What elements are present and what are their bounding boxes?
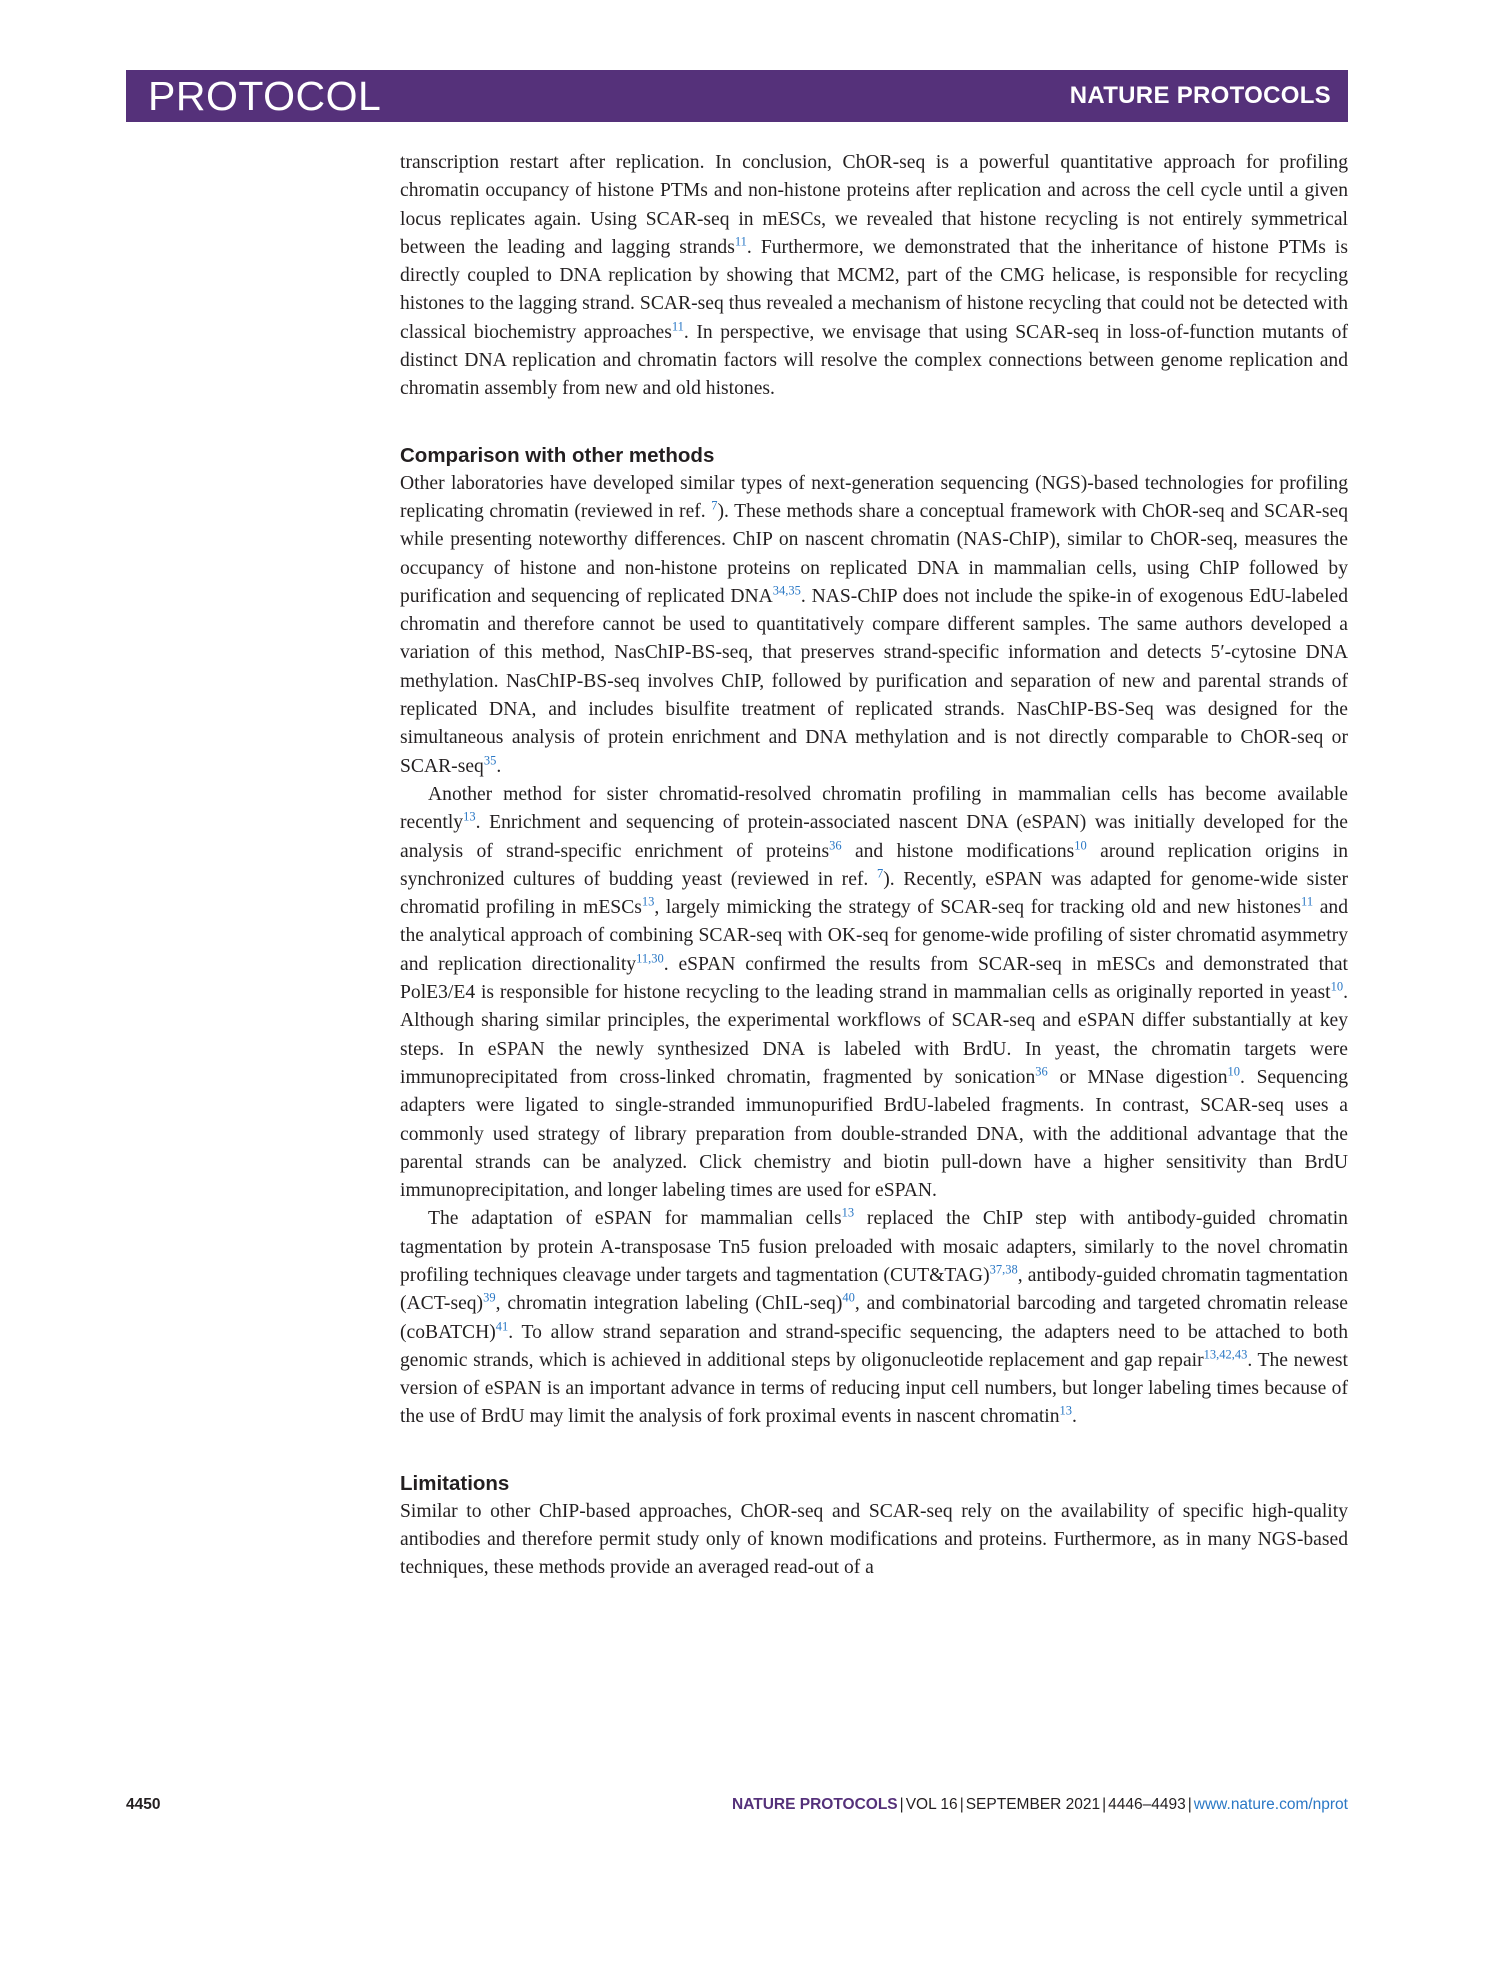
reference-citation[interactable]: 37,38 — [989, 1262, 1018, 1277]
text-run: . Enrichment and sequencing of protein-associated nascent DNA (eSPAN) was initially developed for the analysis of strand-specific enrichment of proteins — [400, 812, 1348, 862]
reference-citation[interactable]: 11 — [734, 234, 747, 249]
reference-citation[interactable]: 7 — [877, 866, 884, 881]
text-run: , antibody-guided chromatin tagmentation (ACT-seq) — [400, 1264, 1348, 1315]
text-run: . NAS-ChIP does not include the spike-in of exogenous EdU-labeled chromatin and therefore cannot be used to quantitatively compare different samples. The same authors developed a variation of this method, NasChIP-BS-seq, that preserves strand-specific information and detects 5′-cytosine DNA methylation. NasChIP-BS-seq involves ChIP, followed by purification and separation of new and parental strands of replicated DNA, and includes bisulfite treatment of replicated strands. NasChIP-BS-Seq was designed for the simultaneous analysis of protein enrichment and DNA methylation and is not directly comparable to ChOR-seq or SCAR-seq — [400, 585, 1349, 777]
section-heading-limitations: Limitations — [400, 1471, 510, 1495]
reference-citation[interactable]: 13 — [463, 809, 476, 824]
text-run: . Furthermore, we demonstrated that the inheritance of histone PTMs is directly coupled to DNA replication by showing that MCM2, part of the CMG helicase, is responsible for recycling histones to the lagging strand. SCAR-seq thus revealed a mechanism of histone recycling that could not be detected with classical biochemistry approaches — [400, 236, 1348, 343]
reference-citation[interactable]: 7 — [711, 498, 718, 513]
reference-citation[interactable]: 36 — [829, 838, 842, 852]
footer-volume: VOL 16 — [905, 1796, 958, 1813]
text-run: transcription restart after replication. In conclusion, ChOR-seq is a powerful quantitative approach for profiling chromatin occupancy of histone PTMs and non-histone proteins after replication and across the cell cycle until a given locus replicates again. Using SCAR-seq in mESCs, we revealed that histone recycling is not entirely symmetrical between the leading and lagging strands — [400, 152, 1348, 258]
text-run: . — [1072, 1406, 1077, 1428]
reference-citation[interactable]: 40 — [842, 1290, 855, 1305]
text-run: . Sequencing adapters were ligated to single-stranded immunopurified BrdU-labeled fragments. In contrast, SCAR-seq uses a commonly used strategy of library preparation from double-stranded DNA, with the additional advantage that the parental strands can be analyzed. Click chemistry and biotin pull-down have a higher sensitivity than BrdU immunoprecipitation, and longer labeling times are used for eSPAN. — [400, 1066, 1348, 1202]
reference-citation[interactable]: 39 — [483, 1290, 496, 1305]
text-run: Another method for sister chromatid-resolved chromatin profiling in mammalian cells has become available recently — [400, 783, 1348, 834]
journal-url-link[interactable]: www.nature.com/nprot — [1193, 1796, 1348, 1813]
reference-citation[interactable]: 34,35 — [772, 583, 801, 598]
text-run: . Although sharing similar principles, the experimental workflows of SCAR-seq and eSPAN differ substantially at key steps. In eSPAN the newly synthesized DNA is labeled with BrdU. In yeast, the chromatin targets were immunoprecipitated from cross-linked chromatin, fragmented by sonication — [400, 982, 1348, 1088]
article-body — [400, 149, 1348, 1583]
body-paragraph-comparison-2 — [400, 781, 1348, 1205]
section-heading-comparison: Comparison with other methods — [400, 443, 715, 467]
text-run: . To allow strand separation and strand-specific sequencing, the adapters need to be attached to both genomic strands, which is achieved in additional steps by oligonucleotide replacement and gap repair — [400, 1321, 1348, 1371]
reference-citation[interactable]: 10 — [1330, 979, 1344, 994]
footer-date: SEPTEMBER 2021 — [965, 1796, 1101, 1813]
text-run: replaced the ChIP step with antibody-guided chromatin tagmentation by protein A-transposase Tn5 fusion preloaded with mosaic adapters, similarly to the novel chromatin profiling techniques cleavage under targets and tagmentation (CUT&TAG) — [400, 1208, 1348, 1286]
reference-citation[interactable]: 13 — [1059, 1403, 1072, 1418]
reference-citation[interactable]: 36 — [1035, 1064, 1048, 1079]
footer-citation — [732, 1794, 1348, 1816]
footer-separator: | — [1187, 1796, 1192, 1813]
section-label: PROTOCOL — [148, 73, 382, 119]
footer-separator: | — [1102, 1796, 1107, 1813]
text-run: . eSPAN confirmed the results from SCAR-seq in mESCs and demonstrated that PolE3/E4 is responsible for histone recycling to the leading strand in mammalian cells as originally reported in yeast — [400, 953, 1348, 1004]
page-footer — [126, 1794, 1348, 1816]
footer-pages: 4446–4493 — [1108, 1796, 1186, 1813]
body-paragraph-comparison-1 — [400, 470, 1348, 781]
footer-separator: | — [899, 1796, 904, 1813]
text-run: , and combinatorial barcoding and targeted chromatin release (coBATCH) — [400, 1293, 1348, 1343]
reference-citation[interactable]: 11,30 — [636, 951, 664, 966]
journal-name: NATURE PROTOCOLS — [1069, 82, 1331, 109]
reference-citation[interactable]: 13 — [641, 894, 655, 909]
reference-citation[interactable]: 13,42,43 — [1203, 1347, 1248, 1362]
text-run: or MNase digestion — [1047, 1066, 1228, 1088]
text-run: . The newest version of eSPAN is an important advance in terms of reducing input cell numbers, but longer labeling times because of the use of BrdU may limit the analysis of fork proximal events in nascent chromatin — [400, 1349, 1349, 1428]
body-paragraph-limitations-1 — [400, 1498, 1348, 1583]
text-run: ). These methods share a conceptual framework with ChOR-seq and SCAR-seq while presenting noteworthy differences. ChIP on nascent chromatin (NAS-ChIP), similar to ChOR-seq, measures the occupancy of histone and non-histone proteins on replicated DNA in mammalian cells, using ChIP followed by purification and sequencing of replicated DNA — [400, 500, 1348, 607]
text-run: . — [496, 755, 502, 777]
reference-citation[interactable]: 11 — [1301, 894, 1314, 909]
footer-journal: NATURE PROTOCOLS — [732, 1796, 898, 1813]
reference-citation[interactable]: 10 — [1227, 1064, 1241, 1079]
text-run: Other laboratories have developed similar types of next-generation sequencing (NGS)-based technologies for profiling replicating chromatin (reviewed in ref. — [400, 472, 1348, 522]
reference-citation[interactable]: 13 — [841, 1205, 855, 1220]
page-number: 4450 — [126, 1796, 161, 1813]
text-run: and histone modifications — [841, 840, 1075, 862]
text-run: . In perspective, we envisage that using SCAR-seq in loss-of-function mutants of distinct DNA replication and chromatin factors will resolve the complex connections between genome replication and chromatin assembly from new and old histones. — [400, 321, 1349, 400]
text-run: around replication origins in synchronized cultures of budding yeast (reviewed in ref. — [400, 840, 1348, 890]
reference-citation[interactable]: 10 — [1074, 838, 1087, 852]
text-run: and the analytical approach of combining SCAR-seq with OK-seq for genome-wide profiling of sister chromatid asymmetry and replication directionality — [400, 897, 1348, 975]
text-run: , largely mimicking the strategy of SCAR-seq for tracking old and new histones — [654, 897, 1302, 919]
reference-citation[interactable]: 35 — [483, 753, 497, 768]
text-run: , chromatin integration labeling (ChIL-seq) — [495, 1293, 843, 1315]
page-header-bar — [126, 70, 1348, 122]
body-paragraph-comparison-3 — [400, 1205, 1348, 1431]
body-paragraph-intro — [400, 149, 1348, 404]
footer-separator: | — [959, 1796, 964, 1813]
reference-citation[interactable]: 11 — [671, 319, 684, 334]
text-run: ). Recently, eSPAN was adapted for genome-wide sister chromatid profiling in mESCs — [400, 868, 1348, 919]
text-run: The adaptation of eSPAN for mammalian cells — [428, 1208, 842, 1230]
text-run: Similar to other ChIP-based approaches, ChOR-seq and SCAR-seq rely on the availability of specific high-quality antibodies and therefore permit study only of known modifications and proteins. Furthermore, as in many NGS-based techniques, these methods provide an averaged read-out of a — [400, 1500, 1348, 1579]
reference-citation[interactable]: 41 — [495, 1319, 509, 1334]
